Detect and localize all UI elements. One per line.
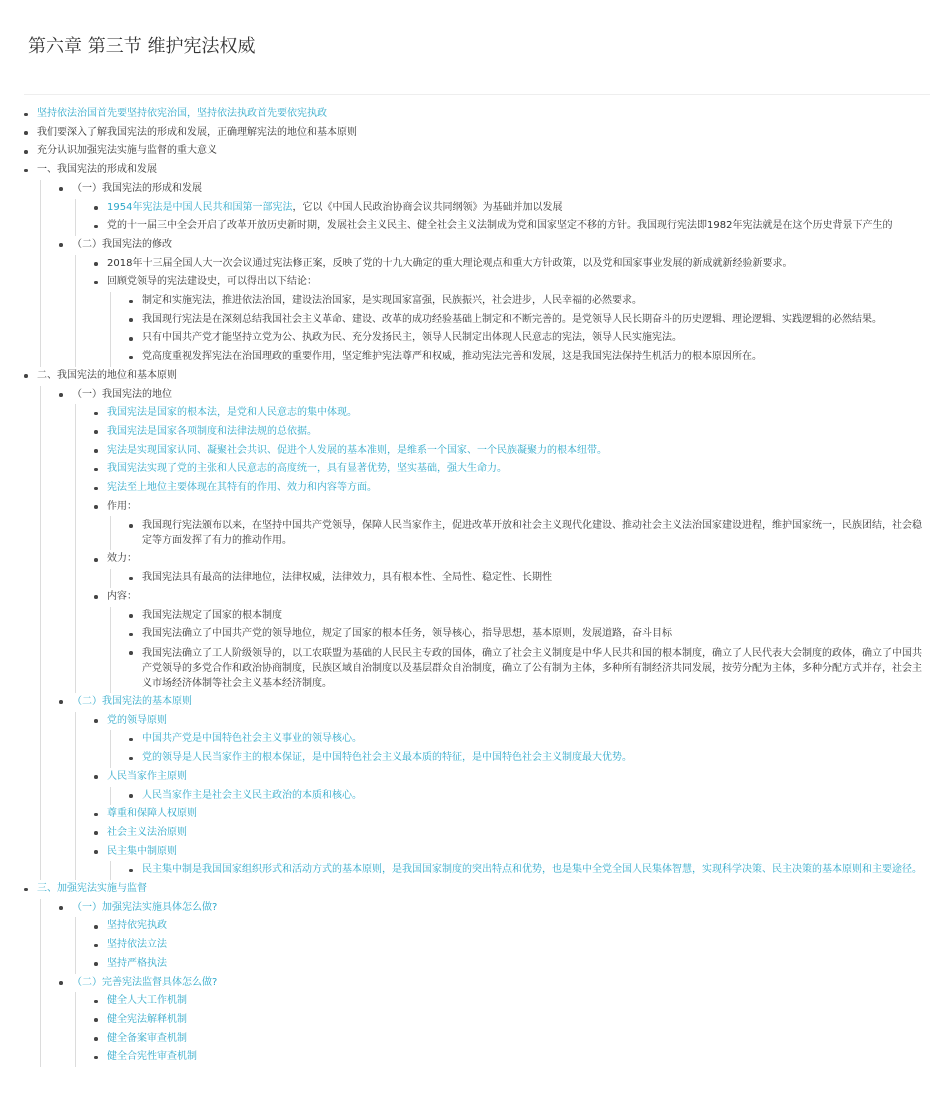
bullet-dot-icon [94,225,98,229]
outline-item-text: 充分认识加强宪法实施与监督的重大意义 [37,145,217,157]
bullet-dot-icon [129,300,133,304]
outline-sublist [75,712,930,880]
outline-item-text: 效力： [107,553,137,565]
outline-item-text [107,199,930,218]
outline-item-level-4 [129,292,930,311]
outline-item-level-3 [94,712,930,768]
outline-item-level-3 [94,824,930,843]
bullet-dot-icon [94,505,98,509]
outline-item-level-2 [59,236,930,367]
outline-item-level-3 [94,404,930,423]
outline-item-level-1 [24,142,930,161]
outline-item-text: 坚持严格执法 [107,957,167,969]
bullet-dot-icon [94,595,98,599]
outline-item-text: 回顾党领导的宪法建设史，可以得出以下结论： [107,276,317,288]
title-divider [24,94,930,95]
outline-item-level-4 [129,348,930,367]
outline-item-text: 坚持依法治国首先要坚持依宪治国，坚持依法执政首先要依宪执政 [37,108,327,119]
bullet-dot-icon [129,633,133,637]
outline-item-text: 我国宪法规定了国家的根本制度 [142,609,282,621]
bullet-dot-icon [94,850,98,854]
bullet-dot-icon [59,981,63,985]
bullet-dot-icon [59,906,63,910]
outline-item-level-4 [129,625,930,644]
bullet-dot-icon [59,187,63,191]
outline-item-level-4 [129,787,930,806]
bullet-dot-icon [24,150,28,154]
bullet-dot-icon [24,131,28,135]
bullet-dot-icon [94,775,98,779]
outline-item-text: 党的领导是人民当家作主的根本保证，是中国特色社会主义最本质的特征，是中国特色社会主义制度最大优势。 [142,752,632,764]
outline-item-text: 党高度重视发挥宪法在治国理政的重要作用，坚定维护宪法尊严和权威，推动宪法完善和发展，这是我国宪法保持生机活力的根本原因所在。 [142,351,762,363]
outline-item-level-3 [94,768,930,805]
outline-item-text: 我国宪法实现了党的主张和人民意志的高度统一，具有显著优势，坚实基础，强大生命力。 [107,463,507,475]
bullet-dot-icon [129,794,133,798]
outline-sublist [75,992,930,1067]
outline-item-text: 2018年十三届全国人大一次会议通过宪法修正案，反映了党的十九大确定的重大理论观点和重大方针政策，以及党和国家事业发展的新成就新经验新要求。 [107,257,793,269]
outline-item-level-2 [59,899,930,974]
bullet-dot-icon [94,412,98,416]
outline-item-text: （一）我国宪法的形成和发展 [72,182,202,194]
bullet-dot-icon [59,243,63,247]
bullet-dot-icon [24,374,28,378]
bullet-dot-icon [129,524,133,528]
outline-item-level-3 [94,992,930,1011]
outline-item-level-3 [94,217,930,236]
outline-item-level-4 [129,516,930,550]
bullet-dot-icon [129,614,133,618]
bullet-dot-icon [129,651,133,655]
outline-sublist [75,199,930,236]
outline-sublist [40,180,930,367]
outline-item-text: 三、加强宪法实施与监督 [37,883,147,895]
outline-item-level-4 [129,329,930,348]
highlighted-text: 1954年宪法是中国人民共和国第一部宪法 [107,201,293,213]
outline-item-text: 宪法是实现国家认同、凝聚社会共识、促进个人发展的基本准则，是维系一个国家、一个民族凝聚力的根本纽带。 [107,444,607,456]
outline-item-text: 宪法至上地位主要体现在其特有的作用、效力和内容等方面。 [107,482,377,494]
outline-sublist [110,607,930,693]
outline-item-text: 只有中国共产党才能坚持立党为公、执政为民、充分发扬民主，领导人民制定出体现人民意志的宪法，领导人民实施宪法。 [142,332,682,344]
outline-item-text: （二）完善宪法监督具体怎么做? [72,976,218,988]
bullet-dot-icon [94,962,98,966]
bullet-dot-icon [129,869,133,873]
bullet-dot-icon [94,1018,98,1022]
bullet-dot-icon [24,888,28,892]
outline-item-level-3 [94,273,930,367]
bullet-dot-icon [129,757,133,761]
outline-item-level-4 [129,311,930,330]
outline-item-level-2 [59,386,930,693]
outline-item-text: 健全合宪性审查机制 [107,1051,197,1063]
outline-sublist [40,386,930,880]
bullet-dot-icon [94,1056,98,1060]
outline-item-level-3 [94,442,930,461]
outline-item-text: 党的十一届三中全会开启了改革开放历史新时期，发展社会主义民主、健全社会主义法制成为党和国家坚定不移的方针。我国现行宪法即1982年宪法就是在这个历史背景下产生的 [107,220,893,232]
outline-item-text: 我国宪法具有最高的法律地位，法律权威，法律效力，具有根本性、全局性、稳定性、长期性 [142,572,552,584]
outline-item-text: 党的领导原则 [107,714,167,726]
bullet-dot-icon [94,430,98,434]
outline-item-level-3 [94,550,930,587]
outline-item-level-2 [59,974,930,1068]
outline-item-level-3 [94,1030,930,1049]
outline-item-level-1 [24,367,930,880]
outline-item-text: 我国宪法确立了工人阶级领导的，以工农联盟为基础的人民民主专政的国体，确立了社会主义制度是中华人民共和国的根本制度，确立了人民代表大会制度的政体，确立了中国共产党领导的多党合作和政治协商制度，民族区域自治制度以及基层群众自治制度，确立了公有制为主体，多种所有制经济共同发展，按劳分配为主体，多种分配方式并存，社会主义市场经济体制等社会主义基本经济制度。 [142,647,922,689]
bullet-dot-icon [94,206,98,210]
bullet-dot-icon [24,169,28,173]
bullet-dot-icon [94,831,98,835]
outline-sublist [110,516,930,550]
page-title: 第六章 第三节 维护宪法权威 [28,36,256,57]
bullet-dot-icon [94,1037,98,1041]
outline-sublist [110,292,930,367]
outline-sublist [40,899,930,1067]
outline-item-text: （二）我国宪法的基本原则 [72,695,192,707]
outline-tree [24,105,930,1067]
outline-sublist [110,730,930,767]
outline-item-level-1 [24,880,930,1067]
outline-item-level-2 [59,180,930,236]
outline-item-level-3 [94,936,930,955]
outline-item-text: 民主集中制是我国国家组织形式和活动方式的基本原则，是我国国家制度的突出特点和优势，也是集中全党全国人民集体智慧，实现科学决策、民主决策的基本原则和主要途径。 [142,864,922,876]
outline-item-text: （一）我国宪法的地位 [72,388,172,400]
bullet-dot-icon [129,318,133,322]
outline-item-text: 健全备案审查机制 [107,1032,187,1044]
outline-item-text: 我国现行宪法是在深刻总结我国社会主义革命、建设、改革的成功经验基础上制定和不断完善的。是党领导人民长期奋斗的历史逻辑、理论逻辑、实践逻辑的必然结果。 [142,313,882,325]
outline-item-level-3 [94,588,930,693]
bullet-dot-icon [24,113,28,117]
plain-text: ，它以《中国人民政治协商会议共同纲领》为基础并加以发展 [292,201,563,213]
outline-sublist [110,569,930,588]
outline-item-text: 人民当家作主原则 [107,770,187,782]
outline-item-level-3 [94,805,930,824]
outline-item-level-3 [94,460,930,479]
outline-item-level-4 [129,644,930,693]
outline-item-level-3 [94,1048,930,1067]
outline-sublist [110,861,930,880]
outline-sublist [110,787,930,806]
outline-sublist [75,917,930,973]
bullet-dot-icon [94,468,98,472]
bullet-dot-icon [129,356,133,360]
outline-item-text: 坚持依法立法 [107,939,167,951]
outline-item-level-1 [24,124,930,143]
outline-item-text: 社会主义法治原则 [107,826,187,838]
outline-item-level-3 [94,423,930,442]
outline-item-text: 坚持依宪执政 [107,920,167,932]
bullet-dot-icon [94,925,98,929]
bullet-dot-icon [129,577,133,581]
outline-item-level-3 [94,843,930,880]
outline-item-text: 作用： [107,500,137,512]
outline-item-text: 一、我国宪法的形成和发展 [37,164,157,176]
outline-item-text: 制定和实施宪法，推进依法治国，建设法治国家，是实现国家富强，民族振兴，社会进步，人民幸福的必然要求。 [142,295,642,307]
bullet-dot-icon [94,487,98,491]
outline-item-text: （一）加强宪法实施具体怎么做? [72,901,218,913]
bullet-dot-icon [59,393,63,397]
outline-sublist [75,255,930,367]
outline-item-text: 二、我国宪法的地位和基本原则 [37,369,177,381]
outline-item-level-3 [94,479,930,498]
outline-item-text: 我国宪法是国家各项制度和法律法规的总依据。 [107,425,317,437]
bullet-dot-icon [129,738,133,742]
bullet-dot-icon [94,281,98,285]
outline-item-text: 我国现行宪法颁布以来，在坚持中国共产党领导，保障人民当家作主，促进改革开放和社会主义现代化建设、推动社会主义法治国家建设进程，维护国家统一，民族团结，社会稳定等方面发挥了有力的推动作用。 [142,520,922,547]
outline-item-level-3 [94,498,930,551]
outline-item-text: 内容： [107,590,137,602]
outline-item-text: 尊重和保障人权原则 [107,808,197,820]
outline-item-text: 我们要深入了解我国宪法的形成和发展，正确理解宪法的地位和基本原则 [37,126,357,138]
outline-item-level-1 [24,161,930,367]
bullet-dot-icon [94,449,98,453]
bullet-dot-icon [94,719,98,723]
outline-item-level-4 [129,730,930,749]
bullet-dot-icon [129,337,133,341]
bullet-dot-icon [59,700,63,704]
outline-item-level-1 [24,105,930,124]
outline-sublist [75,404,930,693]
outline-item-text: 我国宪法确立了中国共产党的领导地位，规定了国家的根本任务，领导核心，指导思想，基本原则，发展道路，奋斗目标 [142,628,672,640]
outline-item-level-2 [59,693,930,880]
bullet-dot-icon [94,262,98,266]
outline-item-text: （二）我国宪法的修改 [72,238,172,250]
outline-item-level-3 [94,917,930,936]
bullet-dot-icon [94,558,98,562]
outline-item-level-3 [94,199,930,218]
outline-item-level-4 [129,861,930,880]
outline-item-level-4 [129,569,930,588]
outline-item-level-4 [129,607,930,626]
outline-item-text: 民主集中制原则 [107,845,177,857]
outline-item-level-4 [129,749,930,768]
outline-item-text: 健全人大工作机制 [107,995,187,1007]
outline-item-text: 人民当家作主是社会主义民主政治的本质和核心。 [142,789,362,801]
outline-item-text: 我国宪法是国家的根本法，是党和人民意志的集中体现。 [107,407,357,419]
bullet-dot-icon [94,813,98,817]
outline-item-level-3 [94,1011,930,1030]
outline-item-level-3 [94,255,930,274]
bullet-dot-icon [94,1000,98,1004]
outline-item-text: 中国共产党是中国特色社会主义事业的领导核心。 [142,733,362,745]
outline-item-level-3 [94,955,930,974]
outline-item-text: 健全宪法解释机制 [107,1013,187,1025]
bullet-dot-icon [94,944,98,948]
